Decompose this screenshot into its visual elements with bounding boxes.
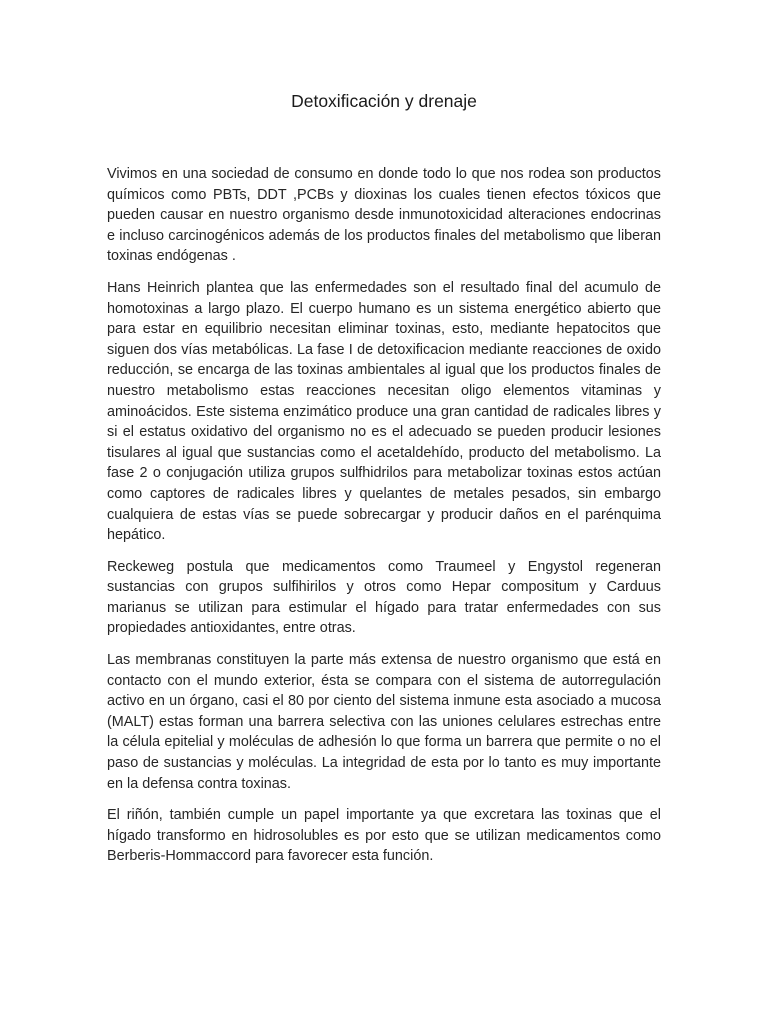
paragraph-reckeweg: Reckeweg postula que medicamentos como Traumeel y Engystol regeneran sustancias con grupos sulfihirilos y otros como Hepar compositum y Carduus marianus se utilizan para estimular el hígado para tratar enfermedades con sus propiedades antioxidantes, entre otras.: [107, 558, 661, 637]
paragraph-consumo: Vivimos en una sociedad de consumo en donde todo lo que nos rodea son productos químicos como PBTs, DDT ,PCBs y dioxinas los cuales tienen efectos tóxicos que pueden causar en nuestro organismo desde inmunotoxicidad alteraciones endocrinas e incluso carcinogénicos además de los productos finales del metabolismo que liberan toxinas endógenas .: [107, 166, 661, 265]
document-title: Detoxificación y drenaje: [291, 91, 477, 111]
paragraph-rinon: El riñón, también cumple un papel importante ya que excretara las toxinas que el hígado transformo en hidrosolubles es por esto que se utilizan medicamentos como Berberis-Hommaccord para favorecer esta función.: [107, 807, 661, 865]
paragraph-heinrich: Hans Heinrich plantea que las enfermedades son el resultado final del acumulo de homotoxinas a largo plazo. El cuerpo humano es un sistema energético abierto que para estar en equilibrio necesitan eliminar toxinas, esto, mediante hepatocitos que siguen dos vías metabólicas. La fase I de detoxificacion mediante reacciones de oxido reducción, se encarga de las toxinas ambientales al igual que los productos finales de nuestro metabolismo estas reacciones necesitan oligo elementos vitaminas y aminoácidos. Este sistema enzimático produce una gran cantidad de radicales libres y si el estatus oxidativo del organismo no es el adecuado se pueden producir lesiones tisulares al igual que sustancias como el acetaldehído, producto del metabolismo. La fase 2 o conjugación utiliza grupos sulfhidrilos para metabolizar toxinas estos actúan como captores de radicales libres y quelantes de metales pesados, sin embargo cualquiera de estas vías se puede sobrecargar y producir daños en el parénquima hepático.: [107, 279, 661, 544]
document-body: [107, 164, 661, 878]
paragraph-membranas: Las membranas constituyen la parte más extensa de nuestro organismo que está en contacto con el mundo exterior, ésta se compara con el sistema de autorregulación activo en un órgano, casi el 80 por ciento del sistema inmune esta asociado a mucosa (MALT) estas forman una barrera selectiva con las uniones celulares estrechas entre la célula epitelial y moléculas de adhesión lo que forma un barrera que permite o no el paso de sustancias y moléculas. La integridad de esta por lo tanto es muy importante en la defensa contra toxinas.: [107, 652, 661, 792]
